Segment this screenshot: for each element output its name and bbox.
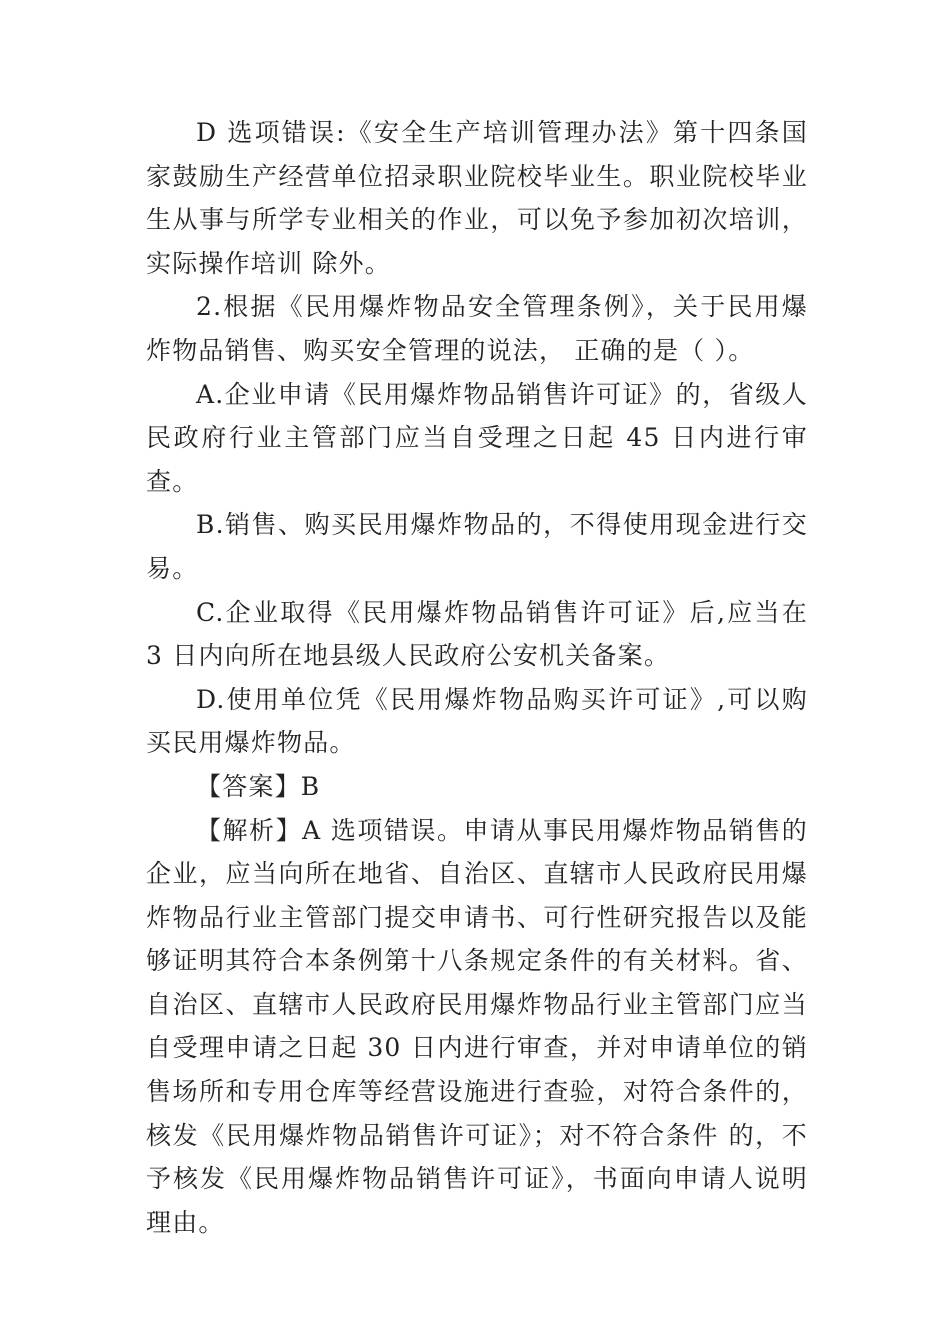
option-b: B.销售、购买民用爆炸物品的，不得使用现金进行交易。 [146, 510, 808, 583]
answer-line: 【答案】B [196, 771, 321, 801]
document-body [146, 111, 808, 1244]
analysis-paragraph: 【解析】A 选项错误。申请从事民用爆炸物品销售的企业，应当向所在地省、自治区、直辖市人民政府民用爆炸物品行业主管部门提交申请书、可行性研究报告以及能够证明其符合本条例第十八条规定条件的有关材料。省、自治区、直辖市人民政府民用爆炸物品行业主管部门应当自受理申请之日起 30 日内进行审查，并对申请单位的销售场所和专用仓库等经营设施进行查验，对符合条件的，核发《民用爆炸物品销售许可证》；对不符合条件 的，不予核发《民用爆炸物品销售许可证》，书面向申请人说明理由。 [146, 815, 808, 1237]
option-a: A.企业申请《民用爆炸物品销售许可证》的，省级人民政府行业主管部门应当自受理之日起 45 日内进行审查。 [146, 379, 808, 496]
option-d: D.使用单位凭《民用爆炸物品购买许可证》,可以购买民用爆炸物品。 [146, 684, 808, 758]
question-2-stem: 2.根据《民用爆炸物品安全管理条例》，关于民用爆炸物品销售、购买安全管理的说法， 正确的是（ ）。 [146, 292, 808, 365]
explanation-option-d-paragraph: D 选项错误:《安全生产培训管理办法》第十四条国家鼓励生产经营单位招录职业院校毕业生。职业院校毕业生从事与所学专业相关的作业，可以免予参加初次培训，实际操作培训 除外。 [146, 118, 808, 278]
option-c: C.企业取得《民用爆炸物品销售许可证》后,应当在 3 日内向所在地县级人民政府公安机关备案。 [146, 597, 808, 671]
